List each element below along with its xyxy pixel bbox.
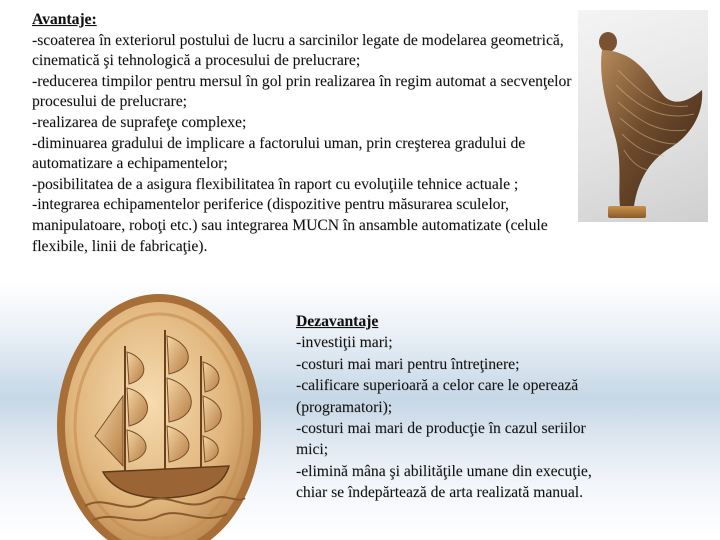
advantages-line: -diminuarea gradului de implicare a factorului uman, prin creşterea gradului de <box>32 134 526 152</box>
disadvantages-line: -costuri mai mari pentru întreţinere; <box>296 355 520 373</box>
advantages-line: -integrarea echipamentelor periferice (dispozitive pentru măsurarea sculelor, <box>32 196 509 214</box>
advantages-line: -scoaterea în exteriorul postului de lucru a sarcinilor legate de modelarea geometrică, <box>32 31 564 49</box>
disadvantages-line: -calificare superioară a celor care le operează <box>296 377 579 395</box>
disadvantages-line: -investiţii mari; <box>296 334 393 352</box>
advantages-line: automatizare a echipamentelor; <box>32 155 228 173</box>
advantages-line: -realizarea de suprafeţe complexe; <box>32 113 247 131</box>
advantages-title: Avantaje: <box>32 11 97 28</box>
advantages-line: -reducerea timpilor pentru mersul în gol prin realizarea în regim automat a secvenţelor <box>32 72 572 90</box>
disadvantages-line: (programatori); <box>296 398 393 416</box>
disadvantages-line: -elimină mâna şi abilităţile umane din execuţie, <box>296 462 592 480</box>
ship-relief-image <box>55 286 270 540</box>
advantages-line: flexibile, linii de fabricaţie). <box>32 237 208 255</box>
ship-relief-illustration <box>55 286 270 540</box>
disadvantages-title: Dezavantaje <box>296 313 379 330</box>
disadvantages-line: mici; <box>296 441 329 459</box>
disadvantages-block <box>296 311 656 504</box>
advantages-line: manipulatoare, roboţi etc.) sau integrarea MUCN în ansamble automatizate (celule <box>32 216 548 234</box>
advantages-line: cinematică şi tehnologică a procesului de prelucrare; <box>32 52 361 70</box>
disadvantages-line: chiar se îndepărtează de arta realizată manual. <box>296 484 583 502</box>
advantages-line: procesului de prelucrare; <box>32 93 187 111</box>
disadvantages-line: -costuri mai mari de producţie în cazul seriilor <box>296 420 586 438</box>
advantages-line: -posibilitatea de a asigura flexibilitatea în raport cu evoluţiile tehnice actuale ; <box>32 175 519 193</box>
advantages-block <box>32 10 668 257</box>
